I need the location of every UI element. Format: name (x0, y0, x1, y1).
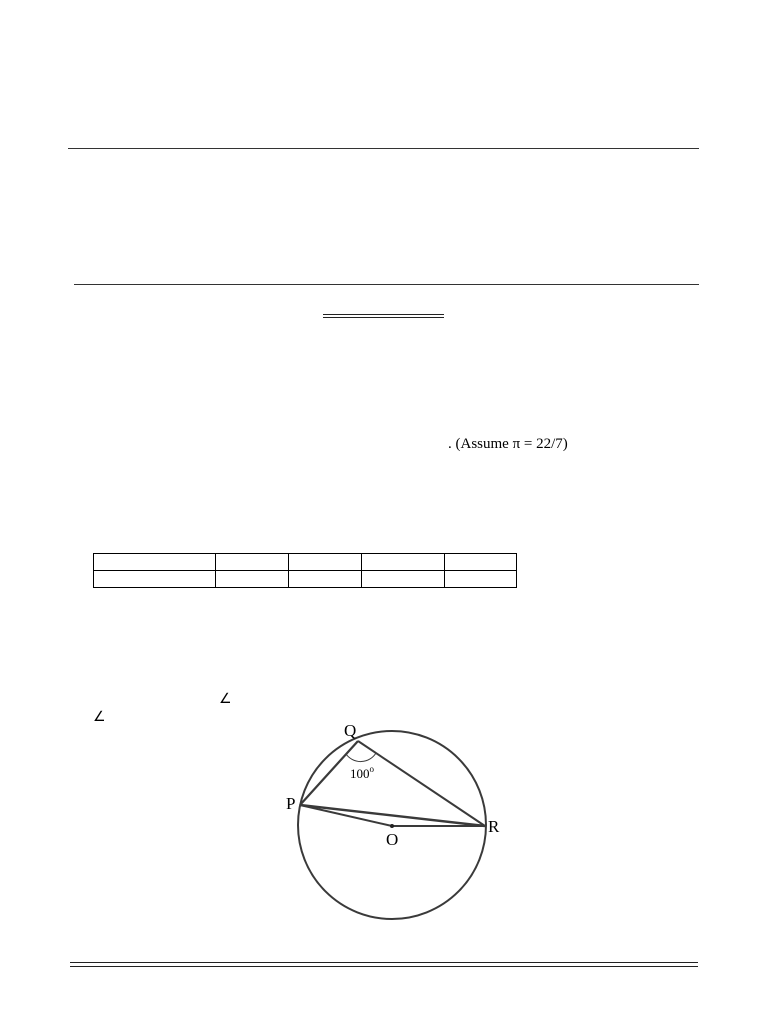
header-bottom-rule (74, 284, 699, 285)
table-cell (362, 554, 445, 571)
table-cell (362, 571, 445, 588)
angle-symbol: ∠ (93, 709, 106, 725)
footer-double-rule (70, 962, 698, 967)
center-point (390, 824, 394, 828)
table-row (94, 554, 517, 571)
table-cell (216, 554, 289, 571)
label-r: R (488, 817, 500, 836)
data-table (93, 553, 517, 588)
label-o: O (386, 830, 399, 849)
table-cell (94, 554, 216, 571)
degree-mark: o (369, 764, 374, 774)
angle-value: 100 (350, 766, 370, 781)
angle-symbol: ∠ (219, 691, 232, 707)
label-p: P (286, 794, 296, 813)
table-cell (445, 571, 517, 588)
circle-geometry-figure (282, 720, 510, 920)
table-cell (289, 571, 362, 588)
table-cell (94, 571, 216, 588)
assume-pi-note: . (Assume π = 22/7) (448, 436, 568, 452)
table-row (94, 571, 517, 588)
table-cell (289, 554, 362, 571)
label-q: Q (344, 721, 357, 740)
table-cell (216, 571, 289, 588)
section-title-underline (323, 314, 444, 318)
header-top-rule (68, 148, 699, 149)
table-cell (445, 554, 517, 571)
